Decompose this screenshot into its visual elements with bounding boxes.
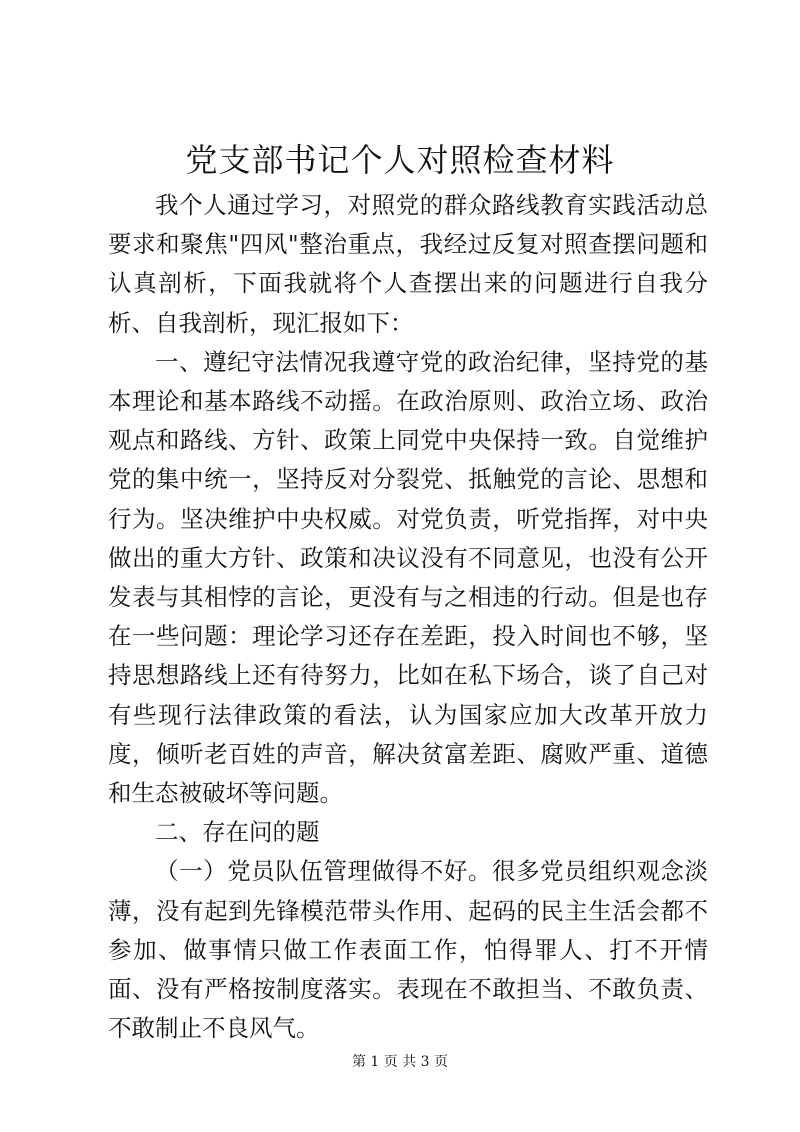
document-body xyxy=(108,186,708,1048)
page-footer: 第 1 页 共 3 页 xyxy=(351,1054,449,1070)
paragraph-section-one: 一、遵纪守法情况我遵守党的政治纪律，坚持党的基本理论和基本路线不动摇。在政治原则、政治立场、政治观点和路线、方针、政策上同党中央保持一致。自觉维护党的集中统一，坚持反对分裂党、抵触党的言论、思想和行为。坚决维护中央权威。对党负责，听党指挥，对中央做出的重大方针、政策和决议没有不同意见，也没有公开发表与其相悖的言论，更没有与之相违的行动。但是也存在一些问题：理论学习还存在差距，投入时间也不够，坚持思想路线上还有待努力，比如在私下场合，谈了自己对有些现行法律政策的看法，认为国家应加大改革开放力度，倾听老百姓的声音，解决贫富差距、腐败严重、道德和生态被破坏等问题。 xyxy=(108,347,708,808)
paragraph-intro: 我个人通过学习，对照党的群众路线教育实践活动总要求和聚焦"四风"整治重点，我经过反复对照查摆问题和认真剖析，下面我就将个人查摆出来的问题进行自我分析、自我剖析，现汇报如下： xyxy=(108,191,708,337)
paragraph-item-one: （一）党员队伍管理做得不好。很多党员组织观念淡薄，没有起到先锋模范带头作用、起码的民主生活会都不参加、做事情只做工作表面工作，怕得罪人、打不开情面、没有严格按制度落实。表现在不敢担当、不敢负责、不敢制止不良风气。 xyxy=(108,857,708,1043)
paragraph-section-two-heading: 二、存在问的题 xyxy=(155,818,320,847)
document-title: 党支部书记个人对照检查材料 xyxy=(185,141,615,179)
